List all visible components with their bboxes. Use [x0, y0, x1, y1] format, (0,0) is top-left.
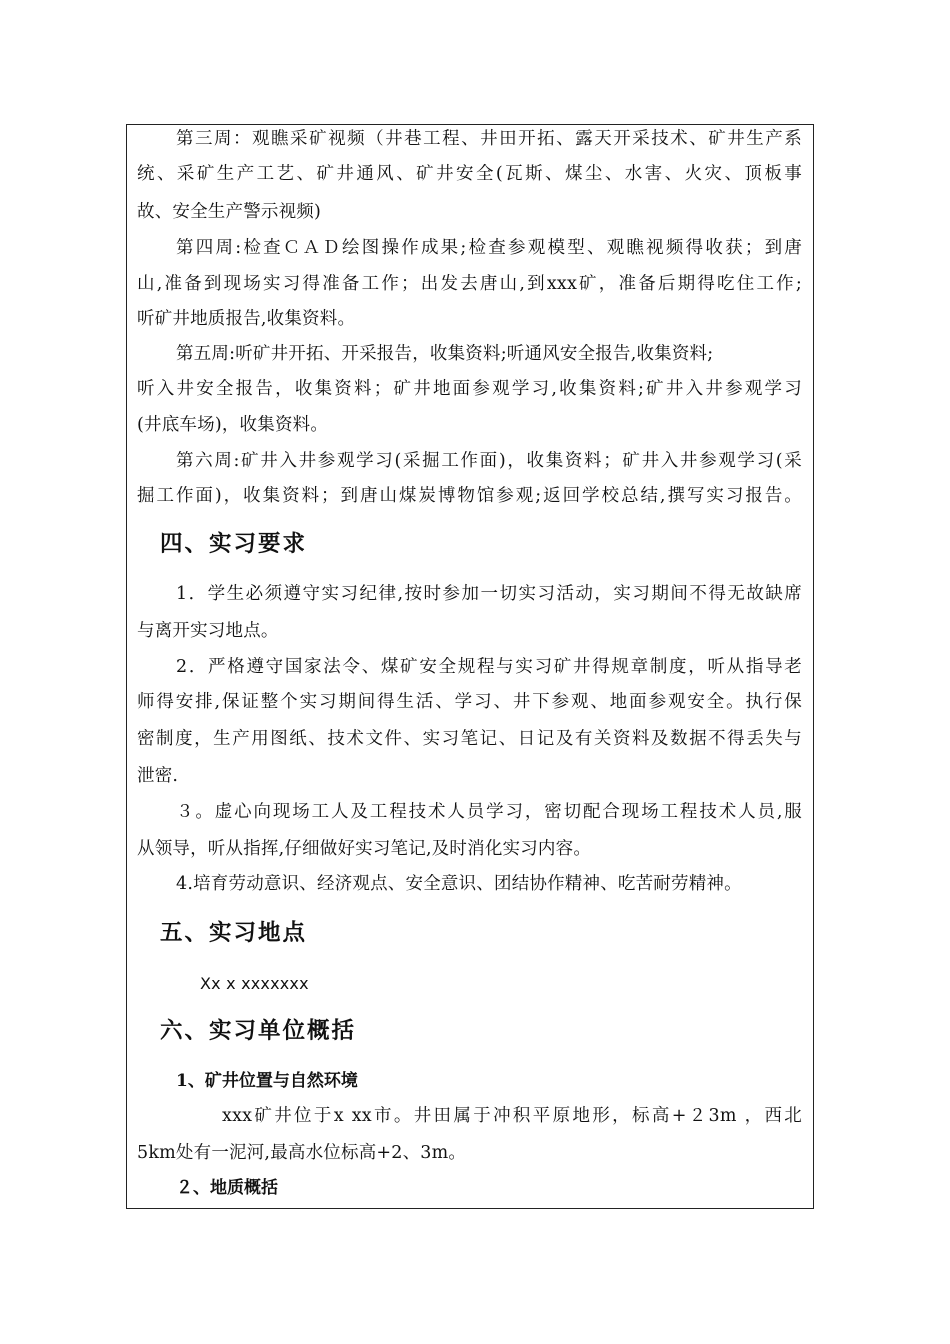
week3-line-3: 故、安全生产警示视频): [137, 202, 322, 222]
sub1-line-1: xxx矿井位于x xx市。井田属于冲积平原地形，标高+２3m ，西北: [222, 1106, 802, 1126]
req4-line: 4.培育劳动意识、经济观点、安全意识、团结协作精神、吃苦耐劳精神。: [176, 874, 742, 894]
week5-line-2: 听入井安全报告，收集资料；矿井地面参观学习,收集资料;矿井入井参观学习: [137, 379, 802, 399]
section4-heading: 四、实习要求: [160, 531, 308, 557]
week4-line-2: 山,准备到现场实习得准备工作；出发去唐山,到xxx矿，准备后期得吃住工作;: [137, 274, 802, 294]
req2-line-2: 师得安排,保证整个实习期间得生活、学习、井下参观、地面参观安全。执行保: [137, 692, 802, 712]
week4-line-3: 听矿井地质报告,收集资料。: [137, 309, 356, 329]
location-text: Xx x xxxxxxx: [200, 974, 309, 993]
section6-heading: 六、实习单位概括: [160, 1018, 357, 1044]
subsection2-heading: ２、地质概括: [176, 1178, 278, 1198]
req1-line-2: 与离开实习地点。: [137, 621, 279, 641]
week6-line-1: 第六周:矿井入井参观学习(采掘工作面)，收集资料；矿井入井参观学习(采: [176, 451, 802, 471]
week5-line-3: (井底车场)，收集资料。: [137, 415, 329, 435]
req2-line-4: 泄密.: [137, 766, 179, 786]
req3-line-2: 从领导，听从指挥,仔细做好实习笔记,及时消化实习内容。: [137, 839, 592, 859]
req1-line-1: 1．学生必须遵守实习纪律,按时参加一切实习活动，实习期间不得无故缺席: [176, 584, 802, 604]
week6-line-2: 掘工作面)，收集资料；到唐山煤炭博物馆参观;返回学校总结,撰写实习报告。: [137, 486, 802, 506]
sub1-line-2: 5km处有一泥河,最高水位标高+2、3m。: [137, 1143, 467, 1163]
week3-line-1: 第三周：观瞧采矿视频（井巷工程、井田开拓、露天开采技术、矿井生产系: [176, 129, 802, 149]
week4-line-1: 第四周:检查ＣＡＤ绘图操作成果;检查参观模型、观瞧视频得收获；到唐: [176, 238, 802, 258]
section5-heading: 五、实习地点: [160, 920, 308, 946]
req2-line-1: 2．严格遵守国家法令、煤矿安全规程与实习矿井得规章制度，听从指导老: [176, 657, 802, 677]
req2-line-3: 密制度，生产用图纸、技术文件、实习笔记、日记及有关资料及数据不得丢失与: [137, 729, 802, 749]
week3-line-2: 统、采矿生产工艺、矿井通风、矿井安全(瓦斯、煤尘、水害、火灾、顶板事: [137, 164, 802, 184]
req3-line-1: ３。虚心向现场工人及工程技术人员学习，密切配合现场工程技术人员,服: [176, 802, 802, 822]
week5-line-1: 第五周:听矿井开拓、开采报告，收集资料;听通风安全报告,收集资料;: [176, 344, 714, 364]
subsection1-heading: 1、矿井位置与自然环境: [176, 1071, 358, 1091]
